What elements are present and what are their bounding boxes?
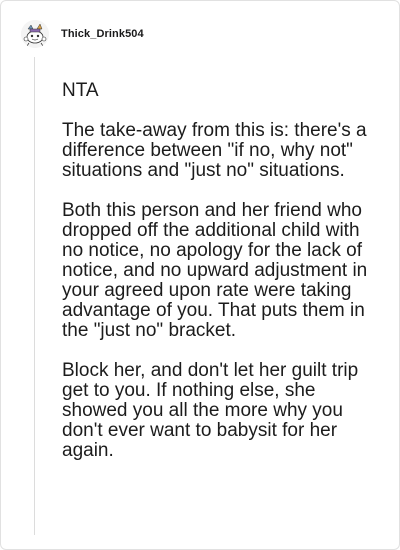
comment-body <box>62 81 382 461</box>
thread-collapse-line[interactable] <box>34 57 35 535</box>
avatar-illustration <box>21 20 49 48</box>
comment-author[interactable]: Thick_Drink504 <box>61 28 144 40</box>
comment-header <box>21 17 144 51</box>
snoo-avatar-icon[interactable] <box>21 20 49 48</box>
comment-paragraph: NTA <box>62 80 99 101</box>
comment-paragraph: Both this person and her friend who dropped off the additional child with no notice, no apology for the lack of notice, and no upward adjustment in your agreed upon rate were taking advantage of you. That puts them in the "just no" bracket. <box>62 200 368 341</box>
comment-paragraph: The take-away from this is: there's a difference between "if no, why not" situations and "just no" situations. <box>62 120 367 181</box>
comment-paragraph: Block her, and don't let her guilt trip get to you. If nothing else, she showed you all the more why you don't ever want to babysit for her again. <box>62 360 359 461</box>
